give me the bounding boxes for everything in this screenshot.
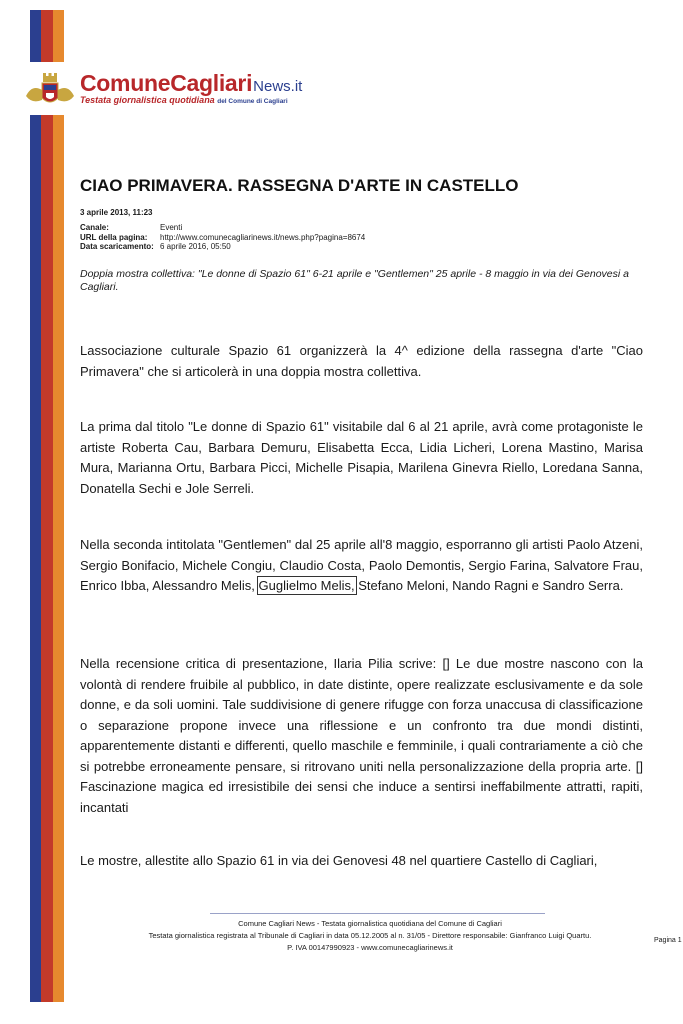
paragraph-1: Lassociazione culturale Spazio 61 organizzerà la 4^ edizione della rassegna d'arte "Ciao Primavera" che si articolerà in una doppia mostra collettiva. <box>80 343 643 379</box>
footer-line-3: P. IVA 00147990923 - www.comunecagliarinews.it <box>287 943 453 952</box>
tagline: Testata giornalistica quotidiana del Comune di Cagliari <box>80 95 288 105</box>
meta-row-download-date: Data scaricamento: 6 aprile 2016, 05:50 <box>80 242 231 251</box>
page-number: Pagina 1 <box>654 937 682 944</box>
tricolor-stripe-top <box>30 10 64 62</box>
footer-divider <box>210 913 545 914</box>
article-lead: Doppia mostra collettiva: "Le donne di Spazio 61" 6-21 aprile e "Gentlemen" 25 aprile - 8 maggio in via dei Genovesi a Cagliari. <box>80 268 629 293</box>
meta-row-url: URL della pagina: http://www.comunecagliarinews.it/news.php?pagina=8674 <box>80 232 366 242</box>
site-logo <box>22 70 302 110</box>
article-title: CIAO PRIMAVERA. RASSEGNA D'ARTE IN CASTELLO <box>80 176 519 195</box>
paragraph-2: La prima dal titolo "Le donne di Spazio 61" visitabile dal 6 al 21 aprile, avrà come protagoniste le artiste Roberta Cau, Barbara Demuru, Elisabetta Ecca, Lidia Licheri, Lorena Mastino, Marisa Mura, Marianna Ortu, Barbara Picci, Michelle Pisapia, Marilena Ginevra Riello, Loredana Sanna, Donatella Sechi e Jole Serreli. <box>80 419 643 496</box>
paragraph-5: Le mostre, allestite allo Spazio 61 in via dei Genovesi 48 nel quartiere Castello di Cagliari, <box>80 853 598 868</box>
footer-line-2: Testata giornalistica registrata al Tribunale di Cagliari in data 05.12.2005 al n. 31/05 - Direttore responsabile: Gianfranco Luigi Quartu. <box>148 931 592 940</box>
article-meta <box>80 223 365 252</box>
meta-row-canale: Canale: Eventi <box>80 223 183 232</box>
brand-name: ComuneCagliari <box>80 70 253 96</box>
boxed-name: Guglielmo Melis, <box>258 578 355 593</box>
tricolor-stripe-side <box>30 115 64 1002</box>
paragraph-3: Nella seconda intitolata "Gentlemen" dal 25 aprile all'8 maggio, esporranno gli artisti Paolo Atzeni, Sergio Bonifacio, Michele Congiu, Claudio Costa, Paolo Demontis, Sergio Farina, Salvatore Frau, Enrico Ibba, Alessandro Melis, Guglielmo Melis, Stefano Meloni, Nando Ragni e Sandro Serra. <box>80 537 643 593</box>
city-crest-icon <box>22 70 78 110</box>
footer-line-1: Comune Cagliari News - Testata giornalistica quotidiana del Comune di Cagliari <box>238 919 502 928</box>
article-date: 3 aprile 2013, 11:23 <box>80 208 153 217</box>
paragraph-4: Nella recensione critica di presentazione, Ilaria Pilia scrive: [] Le due mostre nascono con la volontà di rendere fruibile al pubblico, in date distinte, opere realizzate esclusivamente e da sole donne, e da soli uomini. Tale suddivisione di genere rifugge con forza unaccusa di classificazione o separazione propone invece una riflessione e un confronto tra due mondi distinti, apparentemente distanti e differenti, quello maschile e femminile, i quali contrariamente a ciò che si potrebbe erroneamente pensare, si ritrovano uniti nella personalizzazione della propria arte. [] Fascinazione magica ed irresistibile dei sensi che induce a sentirsi ineffabilmente attratti, rapiti, incantati <box>80 656 643 815</box>
brand-suffix: News.it <box>253 78 303 95</box>
